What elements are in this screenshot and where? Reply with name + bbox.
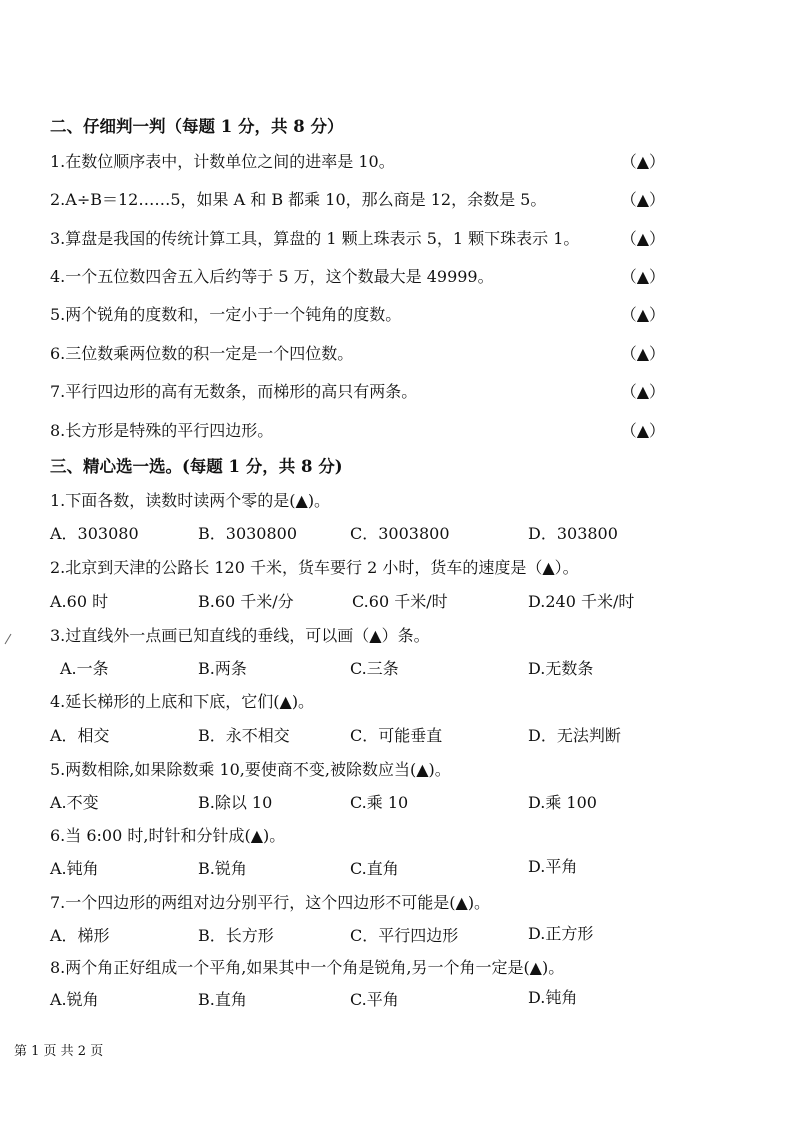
choice-q3-option-d: D.无数条 xyxy=(528,659,594,678)
judge-item-3: 3.算盘是我国的传统计算工具，算盘的 1 颗上珠表示 5，1 颗下珠表示 1。 xyxy=(50,229,580,248)
choice-q1-option-c: C．3003800 xyxy=(350,524,450,543)
choice-q4-option-d: D．无法判断 xyxy=(528,726,621,745)
choice-question-2: 2.北京到天津的公路长 120 千米，货车要行 2 小时，货车的速度是（▲）。 xyxy=(50,558,579,577)
judge-item-1: 1.在数位顺序表中，计数单位之间的进率是 10。 xyxy=(50,152,395,171)
choice-q7-option-c: C．平行四边形 xyxy=(350,926,459,945)
choice-q3-option-a: A.一条 xyxy=(60,659,109,678)
choice-q5-option-a: A.不变 xyxy=(50,793,99,812)
choice-question-8: 8.两个角正好组成一个平角,如果其中一个角是锐角,另一个角一定是(▲)。 xyxy=(50,958,565,977)
choice-question-6: 6.当 6:00 时,时针和分针成(▲)。 xyxy=(50,826,286,845)
choice-q2-option-a: A.60 时 xyxy=(50,592,109,611)
choice-q3-option-c: C.三条 xyxy=(350,659,399,678)
choice-q1-option-b: B．3030800 xyxy=(198,524,298,543)
judge-answer-mark-5: （▲） xyxy=(620,305,665,324)
choice-q6-option-b: B.锐角 xyxy=(198,859,247,878)
choice-q2-option-c: C.60 千米/时 xyxy=(352,592,448,611)
section2-heading: 二、仔细判一判（每题 1 分，共 8 分） xyxy=(50,117,344,136)
choice-q4-option-a: A．相交 xyxy=(50,726,110,745)
choice-q5-option-c: C.乘 10 xyxy=(350,793,409,812)
judge-item-4: 4.一个五位数四舍五入后约等于 5 万，这个数最大是 49999。 xyxy=(50,267,494,286)
section3-heading: 三、精心选一选。(每题 1 分，共 8 分) xyxy=(50,457,343,476)
choice-q8-option-a: A.锐角 xyxy=(50,990,99,1009)
choice-q1-option-a: A．303080 xyxy=(50,524,139,543)
judge-item-8: 8.长方形是特殊的平行四边形。 xyxy=(50,421,274,440)
choice-q3-option-b: B.两条 xyxy=(198,659,247,678)
page-number-footer: 第 1 页 共 2 页 xyxy=(14,1044,104,1059)
choice-q6-option-c: C.直角 xyxy=(350,859,399,878)
choice-question-4: 4.延长梯形的上底和下底，它们(▲)。 xyxy=(50,692,315,711)
judge-answer-mark-6: （▲） xyxy=(620,344,665,363)
choice-q4-option-c: C．可能垂直 xyxy=(350,726,443,745)
choice-q8-option-b: B.直角 xyxy=(198,990,247,1009)
choice-q7-option-b: B．长方形 xyxy=(198,926,274,945)
choice-q5-option-d: D.乘 100 xyxy=(528,793,597,812)
judge-answer-mark-1: （▲） xyxy=(620,152,665,171)
choice-question-7: 7.一个四边形的两组对边分别平行，这个四边形不可能是(▲)。 xyxy=(50,893,491,912)
judge-answer-mark-8: （▲） xyxy=(620,421,665,440)
choice-q8-option-d: D.钝角 xyxy=(528,988,578,1007)
choice-q2-option-b: B.60 千米/分 xyxy=(198,592,294,611)
choice-q4-option-b: B．永不相交 xyxy=(198,726,290,745)
choice-question-5: 5.两数相除,如果除数乘 10,要使商不变,被除数应当(▲)。 xyxy=(50,760,451,779)
choice-question-1: 1.下面各数，读数时读两个零的是(▲)。 xyxy=(50,491,331,510)
choice-q1-option-d: D．303800 xyxy=(528,524,618,543)
choice-q8-option-c: C.平角 xyxy=(350,990,399,1009)
choice-q5-option-b: B.除以 10 xyxy=(198,793,273,812)
choice-q7-option-a: A．梯形 xyxy=(50,926,110,945)
choice-q2-option-d: D.240 千米/时 xyxy=(528,592,635,611)
choice-question-3: 3.过直线外一点画已知直线的垂线，可以画（▲）条。 xyxy=(50,626,430,645)
judge-item-7: 7.平行四边形的高有无数条，而梯形的高只有两条。 xyxy=(50,382,418,401)
judge-item-5: 5.两个锐角的度数和，一定小于一个钝角的度数。 xyxy=(50,305,402,324)
choice-q7-option-d: D.正方形 xyxy=(528,924,594,943)
choice-q6-option-d: D.平角 xyxy=(528,857,578,876)
judge-answer-mark-3: （▲） xyxy=(620,229,665,248)
judge-item-6: 6.三位数乘两位数的积一定是一个四位数。 xyxy=(50,344,354,363)
scan-speck-mark xyxy=(4,633,12,645)
judge-item-2: 2.A÷B＝12……5，如果 A 和 B 都乘 10，那么商是 12，余数是 5。 xyxy=(50,190,547,209)
judge-answer-mark-2: （▲） xyxy=(620,190,665,209)
judge-answer-mark-7: （▲） xyxy=(620,382,665,401)
judge-answer-mark-4: （▲） xyxy=(620,267,665,286)
choice-q6-option-a: A.钝角 xyxy=(50,859,99,878)
